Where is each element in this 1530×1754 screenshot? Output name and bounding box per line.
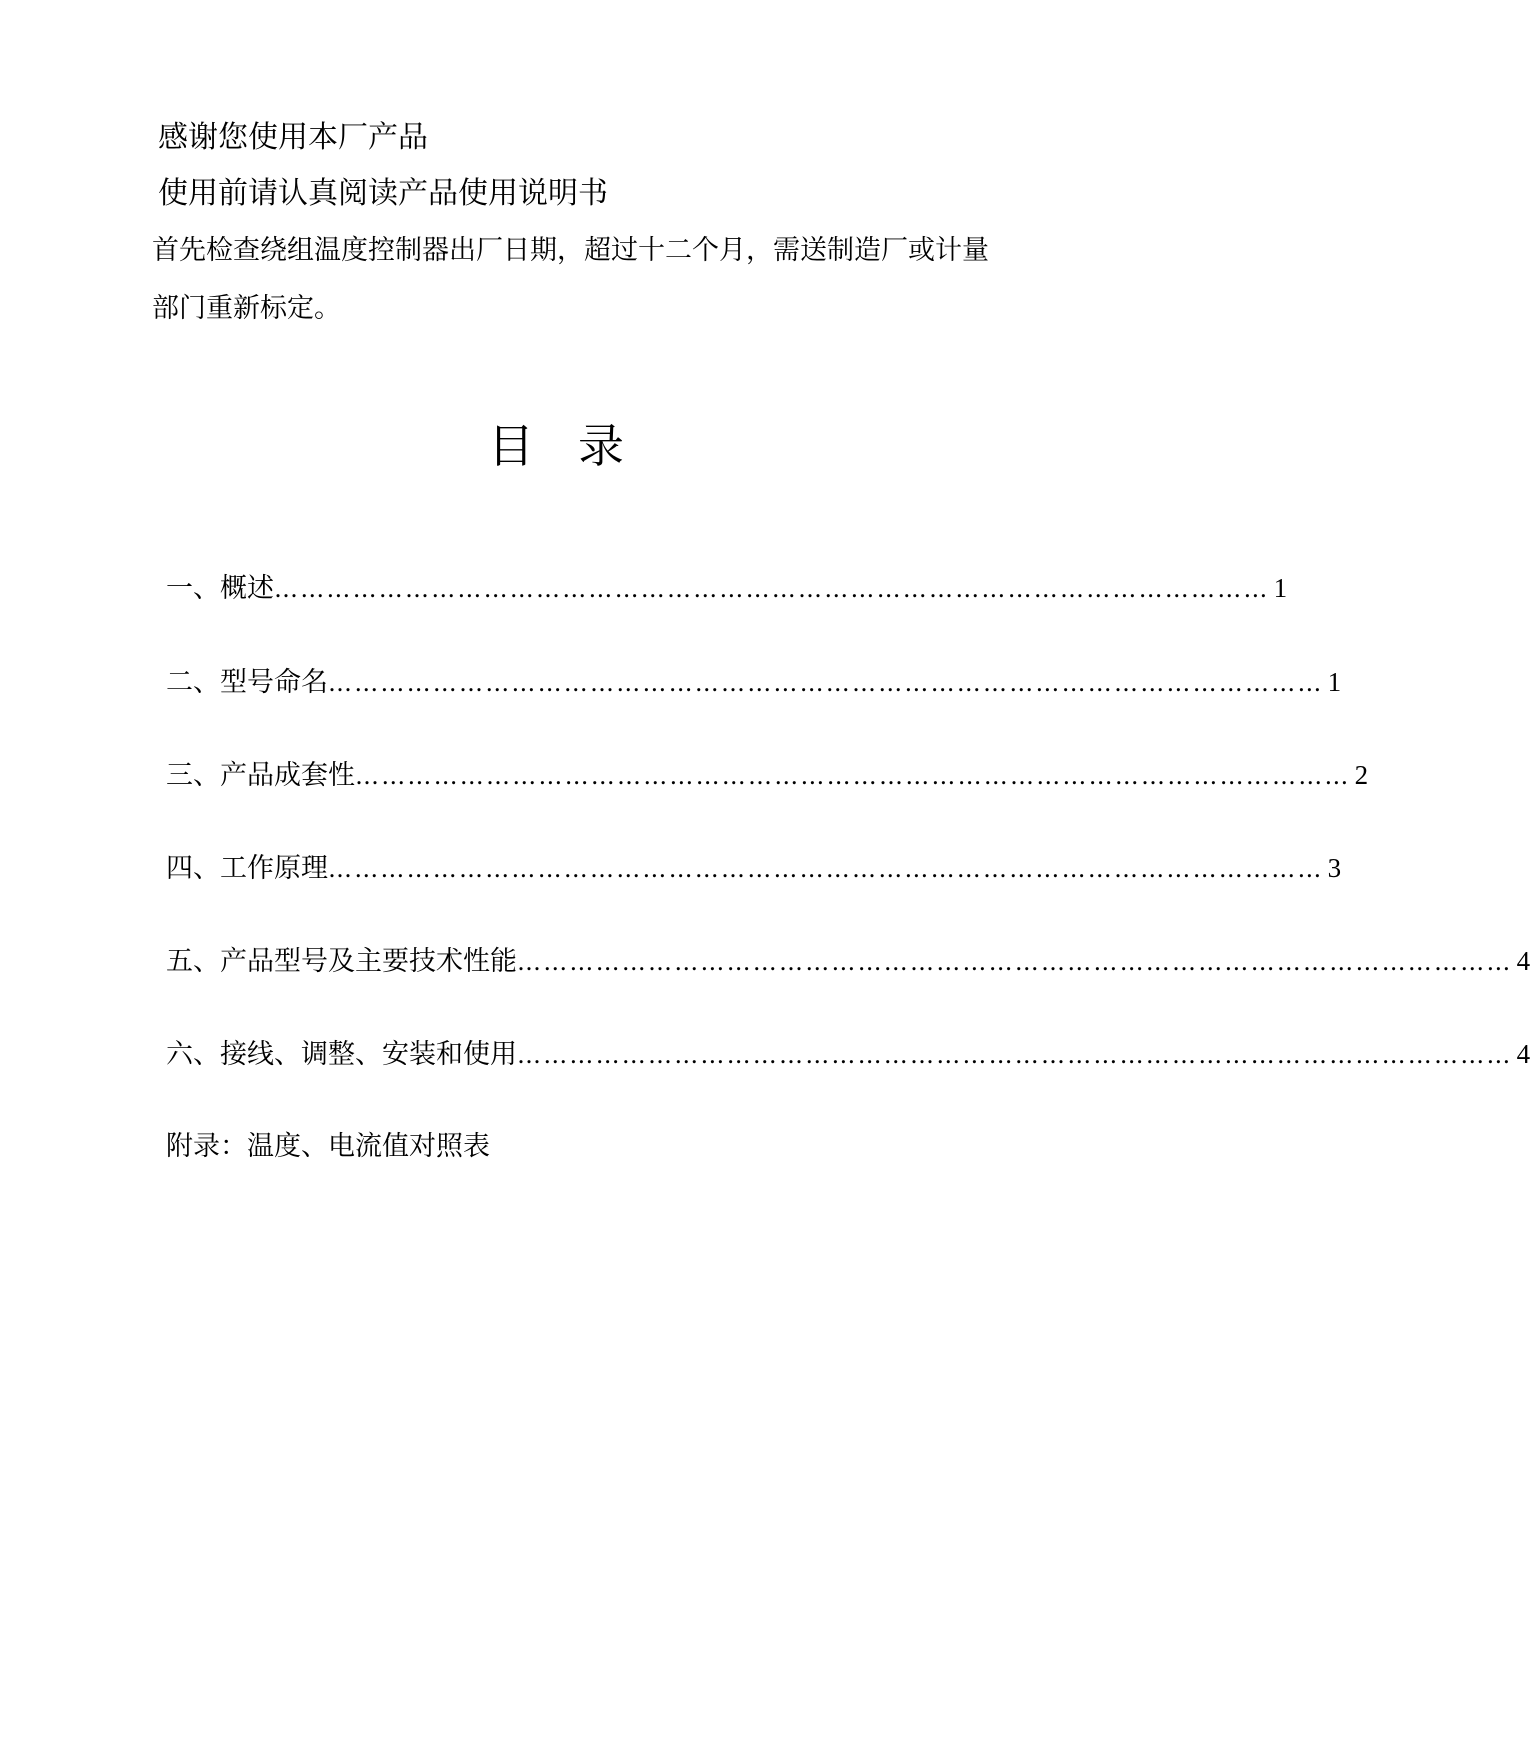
toc-entry-page: 4	[1516, 946, 1530, 976]
toc-title-char-2: 录	[578, 419, 624, 473]
toc-entry-label: 三、产品成套性	[166, 760, 355, 791]
toc-leader-dots: ……………………………………………………………………………………………………	[517, 1041, 1513, 1069]
toc-leader-dots: ……………………………………………………………………………………………………	[355, 762, 1351, 790]
toc-entry-label: 一、概述	[166, 573, 274, 604]
toc-entry-label: 四、工作原理	[166, 853, 328, 884]
toc-title-char-1: 目	[488, 419, 534, 473]
toc-title	[488, 410, 624, 476]
toc-entry-product-completeness[interactable]	[166, 753, 1369, 792]
intro-thanks-line: 感谢您使用本厂产品	[158, 120, 428, 155]
toc-entry-page: 3	[1327, 853, 1342, 883]
toc-appendix-entry[interactable]: 附录：温度、电流值对照表	[166, 1131, 490, 1162]
toc-leader-dots: ……………………………………………………………………………………………………	[328, 669, 1324, 697]
toc-entry-label: 六、接线、调整、安装和使用	[166, 1039, 517, 1070]
toc-entry-page: 2	[1354, 760, 1369, 790]
toc-entry-page: 4	[1516, 1039, 1530, 1069]
toc-entry-wiring-installation[interactable]	[166, 1032, 1530, 1071]
intro-read-manual-line: 使用前请认真阅读产品使用说明书	[158, 176, 608, 211]
toc-entry-label: 二、型号命名	[166, 667, 328, 698]
toc-entry-model-naming[interactable]	[166, 660, 1342, 699]
toc-entry-models-specs[interactable]	[166, 939, 1530, 978]
toc-entry-page: 1	[1273, 573, 1288, 603]
toc-entry-label: 五、产品型号及主要技术性能	[166, 946, 517, 977]
notice-paragraph-line-1: 首先检查绕组温度控制器出厂日期，超过十二个月，需送制造厂或计量	[152, 235, 989, 266]
toc-entry-working-principle[interactable]	[166, 846, 1342, 885]
toc-leader-dots: ……………………………………………………………………………………………………	[274, 575, 1270, 603]
toc-leader-dots: ……………………………………………………………………………………………………	[328, 855, 1324, 883]
toc-entry-page: 1	[1327, 667, 1342, 697]
toc-leader-dots: ……………………………………………………………………………………………………	[517, 948, 1513, 976]
toc-entry-overview[interactable]	[166, 566, 1288, 605]
notice-paragraph-line-2: 部门重新标定。	[152, 293, 341, 324]
